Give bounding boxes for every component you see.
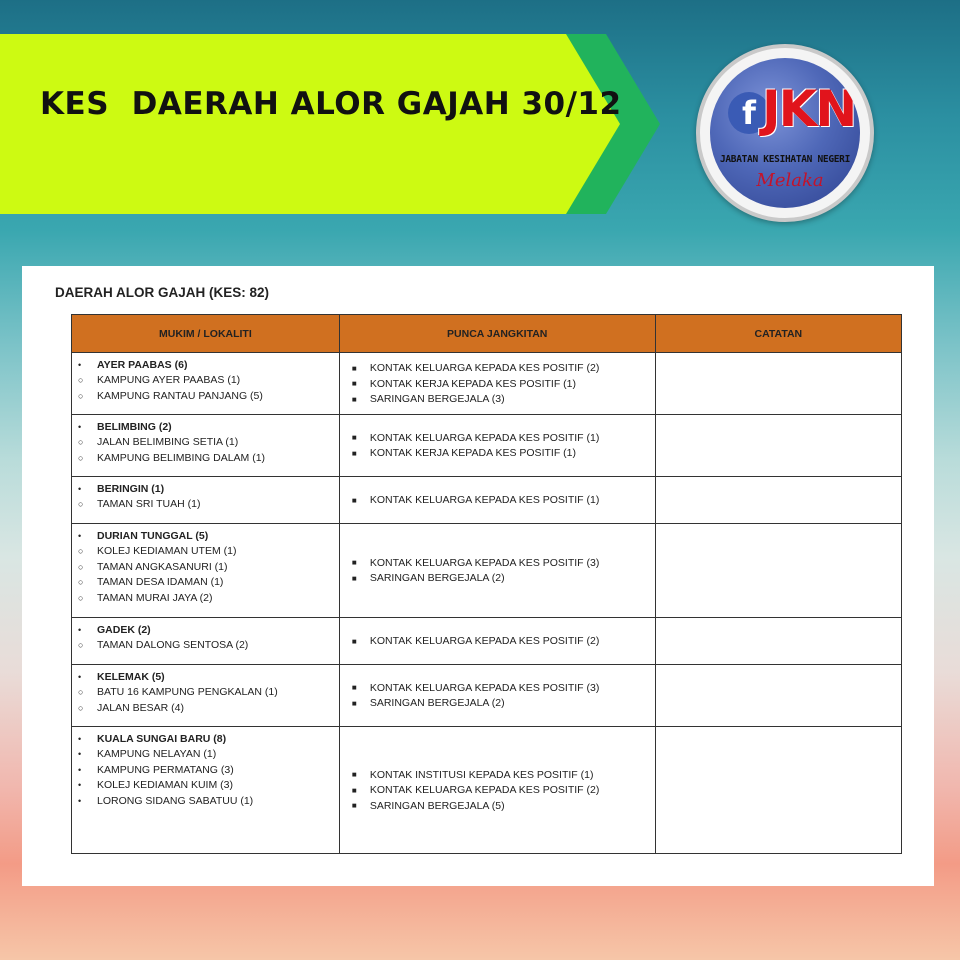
bullet-icon: • bbox=[78, 671, 82, 682]
circle-bullet-icon: ○ bbox=[78, 577, 84, 588]
table-row bbox=[72, 477, 902, 524]
square-bullet-icon: ■ bbox=[351, 785, 357, 795]
square-bullet-icon: ■ bbox=[351, 363, 357, 373]
square-bullet-icon: ■ bbox=[351, 558, 357, 568]
lokaliti-line bbox=[78, 373, 333, 389]
circle-bullet-icon: ○ bbox=[78, 437, 84, 448]
punca-text: KONTAK KELUARGA KEPADA KES POSITIF (2) bbox=[369, 784, 600, 796]
table-row bbox=[72, 727, 902, 854]
circle-bullet-icon: ○ bbox=[78, 702, 84, 713]
punca-text: KONTAK KELUARGA KEPADA KES POSITIF (1) bbox=[369, 431, 600, 444]
cell-catatan bbox=[655, 665, 901, 727]
lokaliti-line bbox=[78, 559, 333, 575]
mukim-line bbox=[78, 357, 333, 373]
circle-bullet-icon: ○ bbox=[78, 452, 84, 463]
circle-bullet-icon: ○ bbox=[78, 499, 84, 510]
square-bullet-icon: ■ bbox=[351, 448, 357, 458]
punca-line bbox=[346, 391, 649, 407]
punca-line bbox=[346, 360, 649, 376]
lokaliti-line bbox=[78, 762, 333, 778]
mukim-name: BERINGIN (1) bbox=[97, 482, 165, 495]
lokaliti-line bbox=[78, 793, 333, 809]
mukim-name: KELEMAK (5) bbox=[97, 670, 165, 683]
facebook-icon: f bbox=[728, 92, 770, 134]
bullet-icon: • bbox=[78, 483, 82, 494]
bullet-icon: • bbox=[78, 749, 82, 760]
square-bullet-icon: ■ bbox=[351, 801, 357, 810]
punca-line bbox=[346, 782, 649, 798]
punca-line bbox=[346, 696, 649, 712]
table-row bbox=[72, 353, 902, 415]
table-row bbox=[72, 665, 902, 727]
table-body bbox=[72, 353, 902, 854]
mukim-name: DURIAN TUNGGAL (5) bbox=[97, 529, 209, 542]
punca-text: SARINGAN BERGEJALA (2) bbox=[369, 572, 505, 585]
table-header-row bbox=[72, 315, 902, 353]
circle-bullet-icon: ○ bbox=[78, 375, 84, 386]
punca-text: KONTAK KELUARGA KEPADA KES POSITIF (2) bbox=[369, 635, 600, 647]
mukim-name: AYER PAABAS (6) bbox=[97, 358, 188, 371]
cell-catatan bbox=[655, 524, 901, 618]
punca-line bbox=[346, 767, 649, 783]
mukim-line bbox=[78, 731, 333, 747]
punca-text: KONTAK KERJA KEPADA KES POSITIF (1) bbox=[369, 447, 576, 460]
cell-mukim bbox=[72, 524, 340, 618]
punca-line bbox=[346, 798, 649, 814]
cell-mukim bbox=[72, 477, 340, 524]
banner-shape bbox=[0, 34, 660, 214]
lokaliti-line bbox=[78, 778, 333, 794]
cell-mukim bbox=[72, 415, 340, 477]
lokaliti-line bbox=[78, 450, 333, 466]
cell-mukim bbox=[72, 618, 340, 665]
lokaliti-name: BATU 16 KAMPUNG PENGKALAN (1) bbox=[97, 686, 278, 699]
lokaliti-name: KAMPUNG PERMATANG (3) bbox=[97, 763, 234, 776]
bullet-icon: • bbox=[78, 359, 82, 370]
punca-line bbox=[346, 446, 649, 462]
square-bullet-icon: ■ bbox=[351, 770, 357, 779]
cell-punca bbox=[339, 477, 655, 524]
bullet-icon: • bbox=[78, 764, 82, 775]
bullet-icon: • bbox=[78, 795, 82, 806]
document-panel bbox=[22, 266, 934, 886]
lokaliti-line bbox=[78, 388, 333, 404]
cell-catatan bbox=[655, 618, 901, 665]
case-table bbox=[71, 314, 902, 854]
document-title: DAERAH ALOR GAJAH (KES: 82) bbox=[55, 285, 270, 300]
cell-punca bbox=[339, 353, 655, 415]
logo-subtitle: JABATAN KESIHATAN NEGERI bbox=[719, 154, 851, 165]
cell-punca bbox=[339, 727, 655, 854]
lokaliti-name: KOLEJ KEDIAMAN UTEM (1) bbox=[97, 545, 237, 558]
lokaliti-line bbox=[78, 638, 333, 654]
bullet-icon: • bbox=[78, 624, 82, 635]
punca-text: KONTAK KERJA KEPADA KES POSITIF (1) bbox=[369, 377, 576, 390]
punca-text: SARINGAN BERGEJALA (3) bbox=[369, 393, 505, 405]
circle-bullet-icon: ○ bbox=[78, 390, 84, 401]
square-bullet-icon: ■ bbox=[351, 573, 357, 583]
cell-mukim bbox=[72, 665, 340, 727]
table-row bbox=[72, 524, 902, 618]
table-row bbox=[72, 415, 902, 477]
lokaliti-name: TAMAN DESA IDAMAN (1) bbox=[97, 576, 224, 589]
circle-bullet-icon: ○ bbox=[78, 546, 84, 557]
cell-catatan bbox=[655, 727, 901, 854]
header-punca: PUNCA JANGKITAN bbox=[339, 315, 655, 353]
lokaliti-name: TAMAN SRI TUAH (1) bbox=[97, 498, 201, 511]
mukim-name: BELIMBING (2) bbox=[97, 420, 172, 433]
lokaliti-name: KAMPUNG NELAYAN (1) bbox=[97, 748, 217, 761]
cell-mukim bbox=[72, 727, 340, 854]
square-bullet-icon: ■ bbox=[351, 379, 357, 388]
lokaliti-name: LORONG SIDANG SABATUU (1) bbox=[97, 794, 254, 807]
lokaliti-name: JALAN BELIMBING SETIA (1) bbox=[97, 436, 239, 449]
cell-mukim bbox=[72, 353, 340, 415]
punca-text: KONTAK KELUARGA KEPADA KES POSITIF (2) bbox=[369, 362, 600, 374]
lokaliti-line bbox=[78, 700, 333, 716]
punca-text: KONTAK KELUARGA KEPADA KES POSITIF (3) bbox=[369, 681, 600, 694]
circle-bullet-icon: ○ bbox=[78, 687, 84, 698]
bullet-icon: • bbox=[78, 421, 82, 432]
lokaliti-line bbox=[78, 575, 333, 591]
punca-line bbox=[346, 430, 649, 446]
lokaliti-name: TAMAN ANGKASANURI (1) bbox=[97, 560, 228, 573]
square-bullet-icon: ■ bbox=[351, 683, 357, 693]
punca-line bbox=[346, 492, 649, 508]
punca-text: SARINGAN BERGEJALA (5) bbox=[369, 799, 505, 812]
mukim-name: GADEK (2) bbox=[97, 623, 151, 636]
bullet-icon: • bbox=[78, 780, 82, 791]
lokaliti-line bbox=[78, 544, 333, 560]
punca-line bbox=[346, 376, 649, 392]
square-bullet-icon: ■ bbox=[351, 394, 357, 404]
lokaliti-name: KOLEJ KEDIAMAN KUIM (3) bbox=[97, 779, 233, 792]
lokaliti-line bbox=[78, 685, 333, 701]
lokaliti-name: KAMPUNG AYER PAABAS (1) bbox=[97, 374, 241, 387]
cell-catatan bbox=[655, 415, 901, 477]
square-bullet-icon: ■ bbox=[351, 698, 357, 708]
banner-title: KES DAERAH ALOR GAJAH 30/12 bbox=[40, 86, 622, 122]
title-banner bbox=[0, 34, 660, 214]
circle-bullet-icon: ○ bbox=[78, 592, 84, 603]
mukim-line bbox=[78, 419, 333, 435]
cell-catatan bbox=[655, 477, 901, 524]
square-bullet-icon: ■ bbox=[351, 636, 357, 646]
cell-punca bbox=[339, 665, 655, 727]
lokaliti-line bbox=[78, 497, 333, 513]
logo-script: Melaka bbox=[756, 170, 824, 191]
lokaliti-name: JALAN BESAR (4) bbox=[97, 701, 184, 714]
punca-line bbox=[346, 555, 649, 571]
square-bullet-icon: ■ bbox=[351, 433, 357, 443]
cell-punca bbox=[339, 618, 655, 665]
logo-acronym: JKN bbox=[762, 80, 856, 138]
punca-text: KONTAK INSTITUSI KEPADA KES POSITIF (1) bbox=[369, 768, 594, 781]
header-catatan: CATATAN bbox=[655, 315, 901, 353]
mukim-line bbox=[78, 669, 333, 685]
circle-bullet-icon: ○ bbox=[78, 640, 84, 651]
mukim-name: KUALA SUNGAI BARU (8) bbox=[97, 732, 227, 745]
cell-punca bbox=[339, 415, 655, 477]
bullet-icon: • bbox=[78, 530, 82, 541]
logo-emblem bbox=[710, 58, 860, 208]
mukim-line bbox=[78, 528, 333, 544]
cell-punca bbox=[339, 524, 655, 618]
punca-line bbox=[346, 680, 649, 696]
square-bullet-icon: ■ bbox=[351, 495, 357, 505]
jkn-logo bbox=[696, 44, 874, 222]
lokaliti-line bbox=[78, 590, 333, 606]
punca-text: SARINGAN BERGEJALA (2) bbox=[369, 697, 505, 710]
punca-text: KONTAK KELUARGA KEPADA KES POSITIF (1) bbox=[369, 494, 600, 506]
lokaliti-name: KAMPUNG RANTAU PANJANG (5) bbox=[97, 389, 263, 402]
bullet-icon: • bbox=[78, 733, 82, 744]
punca-line bbox=[346, 571, 649, 587]
lokaliti-name: KAMPUNG BELIMBING DALAM (1) bbox=[97, 451, 266, 464]
lokaliti-name: TAMAN MURAI JAYA (2) bbox=[97, 591, 213, 604]
lokaliti-line bbox=[78, 747, 333, 763]
punca-text: KONTAK KELUARGA KEPADA KES POSITIF (3) bbox=[369, 556, 600, 569]
table-row bbox=[72, 618, 902, 665]
circle-bullet-icon: ○ bbox=[78, 561, 84, 572]
mukim-line bbox=[78, 481, 333, 497]
punca-line bbox=[346, 633, 649, 649]
mukim-line bbox=[78, 622, 333, 638]
lokaliti-name: TAMAN DALONG SENTOSA (2) bbox=[97, 639, 249, 652]
lokaliti-line bbox=[78, 435, 333, 451]
header-mukim: MUKIM / LOKALITI bbox=[72, 315, 340, 353]
cell-catatan bbox=[655, 353, 901, 415]
